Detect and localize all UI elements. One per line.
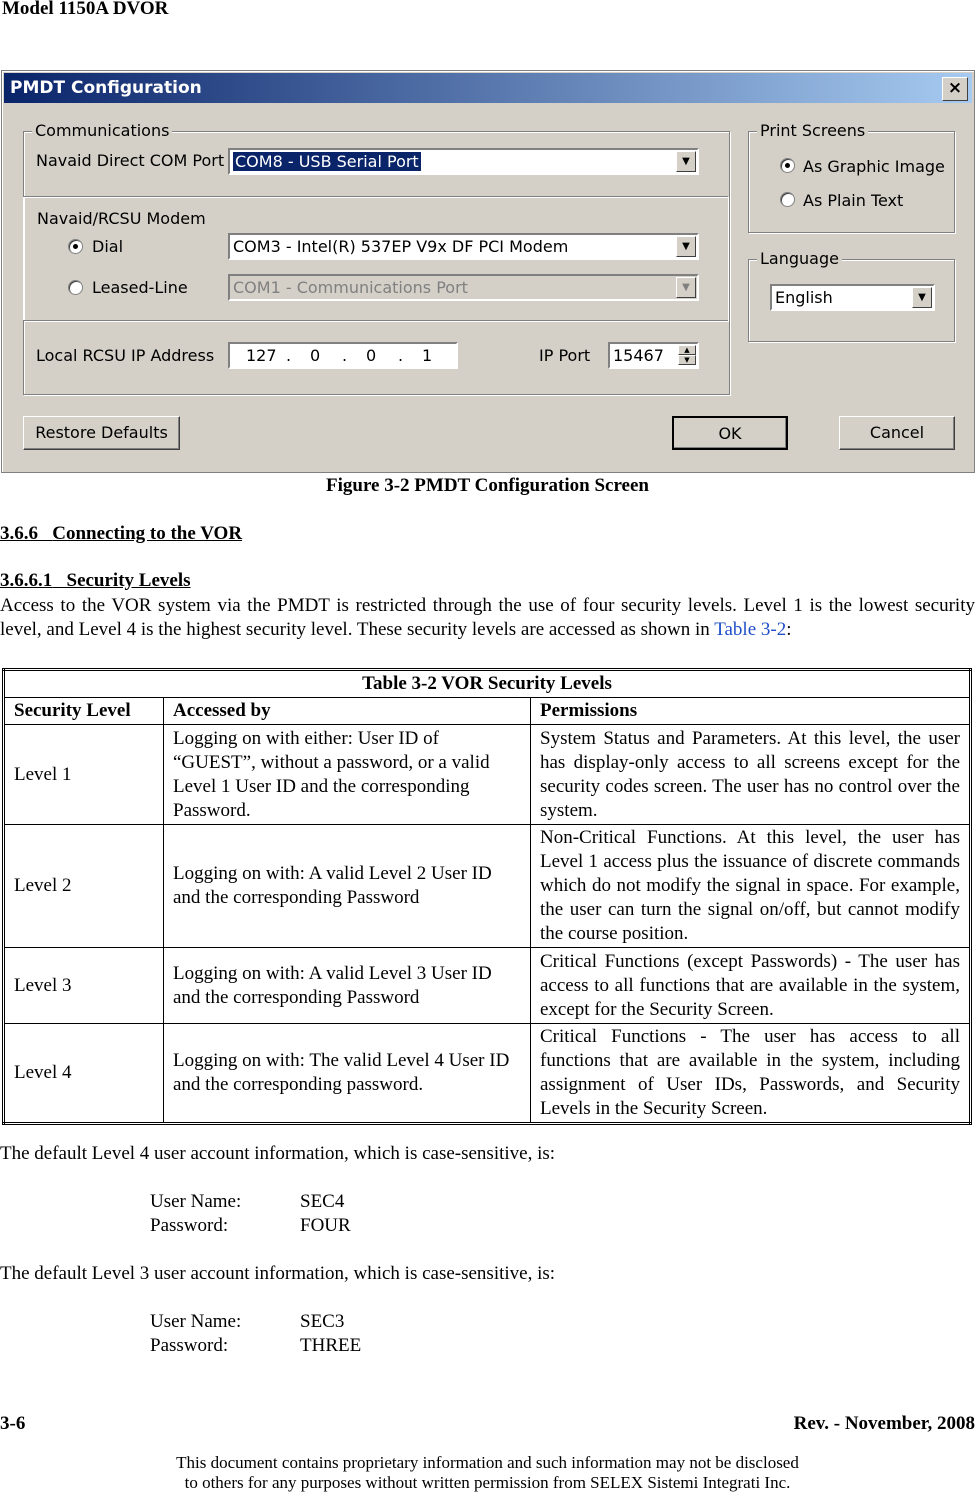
language-value: English xyxy=(775,288,833,307)
intro-text: Access to the VOR system via the PMDT is restricted through the use of four security levels. Level 1 is the lowest security level, and Level 4 is the highest security level. These security levels are accessed as shown in xyxy=(0,595,975,640)
chevron-down-icon: ▼ xyxy=(676,277,696,298)
subsection-heading xyxy=(0,570,191,592)
table-cell: System Status and Parameters. At this level, the user has display-only access to all screens except for the security codes screen. The user has no control over the system. xyxy=(531,725,971,825)
figure-caption: Figure 3-2 PMDT Configuration Screen xyxy=(326,475,649,496)
direct-com-select[interactable] xyxy=(228,148,699,175)
ip-port-field[interactable] xyxy=(608,342,699,369)
dial-label: Dial xyxy=(92,237,124,256)
plain-text-label: As Plain Text xyxy=(803,191,904,210)
table-cell: Non-Critical Functions. At this level, the user has Level 1 access plus the issuance of discrete commands which do not modify the signal in space. For example, the user can turn the signal on/off, but cannot modify the course position. xyxy=(531,825,971,948)
section-heading xyxy=(0,523,242,545)
ip-divider xyxy=(23,320,728,321)
ip-dot: . xyxy=(342,346,348,365)
table-cell: Logging on with: A valid Level 3 User ID and the corresponding Password xyxy=(164,948,531,1024)
restore-defaults-button[interactable]: Restore Defaults xyxy=(23,416,180,450)
notice-line: This document contains proprietary information and such information may not be disclosed xyxy=(176,1453,799,1472)
section-number: 3.6.6 xyxy=(0,523,38,544)
dialog-title-bar[interactable] xyxy=(4,73,972,103)
ip-address-field[interactable] xyxy=(228,342,458,369)
level3-user-value: SEC3 xyxy=(300,1311,345,1332)
level3-pass-value: THREE xyxy=(300,1335,362,1356)
plain-text-radio[interactable] xyxy=(780,192,795,207)
subsection-number: 3.6.6.1 xyxy=(0,570,53,591)
table-cell: Level 2 xyxy=(4,825,164,948)
chevron-down-icon[interactable]: ▼ xyxy=(912,287,932,308)
modem-group-label: Navaid/RCSU Modem xyxy=(34,209,209,228)
print-screens-group xyxy=(748,121,955,233)
chevron-down-icon[interactable]: ▼ xyxy=(676,151,696,172)
table-reference-link[interactable]: Table 3-2 xyxy=(714,619,787,640)
print-screens-group-label: Print Screens xyxy=(757,121,868,140)
spin-down-icon[interactable]: ▼ xyxy=(678,355,696,365)
table-row xyxy=(4,825,971,948)
level4-user-value: SEC4 xyxy=(300,1191,345,1212)
graphic-image-label: As Graphic Image xyxy=(803,157,945,176)
level3-intro: The default Level 3 user account information, which is case-sensitive, is: xyxy=(0,1263,556,1284)
ip-dot: . xyxy=(398,346,404,365)
table-cell: Logging on with: The valid Level 4 User ID and the corresponding password. xyxy=(164,1024,531,1124)
level3-user-label: User Name: xyxy=(150,1311,242,1332)
table-cell: Level 3 xyxy=(4,948,164,1024)
proprietary-notice xyxy=(0,1453,975,1493)
revision-date: Rev. - November, 2008 xyxy=(793,1413,975,1434)
ip-address-label: Local RCSU IP Address xyxy=(36,346,215,365)
graphic-image-radio[interactable] xyxy=(780,158,795,173)
dialog-title: PMDT Configuration xyxy=(10,78,202,98)
dial-modem-select[interactable] xyxy=(228,233,699,260)
table-row xyxy=(4,725,971,825)
table-cell: Level 1 xyxy=(4,725,164,825)
ip-octet-4: 1 xyxy=(422,346,433,365)
intro-paragraph xyxy=(0,594,975,642)
direct-com-value: COM8 - USB Serial Port xyxy=(235,152,419,171)
direct-com-label: Navaid Direct COM Port xyxy=(36,151,225,170)
chevron-down-icon[interactable]: ▼ xyxy=(676,236,696,257)
cancel-button[interactable]: Cancel xyxy=(839,416,955,450)
pmdt-configuration-dialog xyxy=(1,70,975,473)
level4-pass-value: FOUR xyxy=(300,1215,351,1236)
ok-button[interactable]: OK xyxy=(672,416,788,450)
subsection-title: Security Levels xyxy=(66,570,191,591)
table-cell: Level 4 xyxy=(4,1024,164,1124)
spin-up-icon[interactable]: ▲ xyxy=(678,345,696,355)
table-caption: Table 3-2 VOR Security Levels xyxy=(4,670,971,698)
ip-port-spinner[interactable] xyxy=(678,345,696,366)
table-cell: Logging on with: A valid Level 2 User ID and the corresponding Password xyxy=(164,825,531,948)
page-header-title: Model 1150A DVOR xyxy=(2,0,169,19)
level4-pass-label: Password: xyxy=(150,1215,229,1236)
table-cell: Logging on with either: User ID of “GUEST”, without a password, or a valid Level 1 User ID and the corresponding Password. xyxy=(164,725,531,825)
ip-port-value: 15467 xyxy=(613,346,664,365)
ip-dot: . xyxy=(286,346,292,365)
dial-modem-value: COM3 - Intel(R) 537EP V9x DF PCI Modem xyxy=(233,237,569,256)
leased-line-select xyxy=(228,274,699,301)
intro-text-end: : xyxy=(786,619,792,640)
leased-line-value: COM1 - Communications Port xyxy=(233,278,468,297)
table-header: Security Level xyxy=(4,698,164,725)
table-cell: Critical Functions - The user has access to all functions that are available in the system, including assignment of User IDs, Passwords, and Security Levels in the Security Screen. xyxy=(531,1024,971,1124)
language-select[interactable] xyxy=(770,284,935,311)
ip-octet-3: 0 xyxy=(366,346,377,365)
ip-octet-2: 0 xyxy=(310,346,321,365)
table-cell: Critical Functions (except Passwords) - The user has access to all functions that are available in the system, except for the Security Screen. xyxy=(531,948,971,1024)
dial-radio[interactable] xyxy=(68,239,83,254)
ip-octet-1: 127 xyxy=(246,346,277,365)
page-number: 3-6 xyxy=(0,1413,26,1434)
ip-port-label: IP Port xyxy=(539,346,591,365)
level3-pass-label: Password: xyxy=(150,1335,229,1356)
security-levels-table xyxy=(2,668,972,1125)
leased-line-radio[interactable] xyxy=(68,280,83,295)
section-title: Connecting to the VOR xyxy=(52,523,243,544)
level4-intro: The default Level 4 user account information, which is case-sensitive, is: xyxy=(0,1143,556,1164)
communications-group-label: Communications xyxy=(32,121,172,140)
close-button[interactable]: × xyxy=(942,77,968,101)
language-group-label: Language xyxy=(757,249,842,268)
table-row xyxy=(4,948,971,1024)
notice-line: to others for any purposes without written permission from SELEX Sistemi Integrati Inc. xyxy=(184,1473,791,1492)
table-header: Permissions xyxy=(531,698,971,725)
table-row xyxy=(4,1024,971,1124)
leased-line-label: Leased-Line xyxy=(92,278,188,297)
table-header: Accessed by xyxy=(164,698,531,725)
level4-user-label: User Name: xyxy=(150,1191,242,1212)
